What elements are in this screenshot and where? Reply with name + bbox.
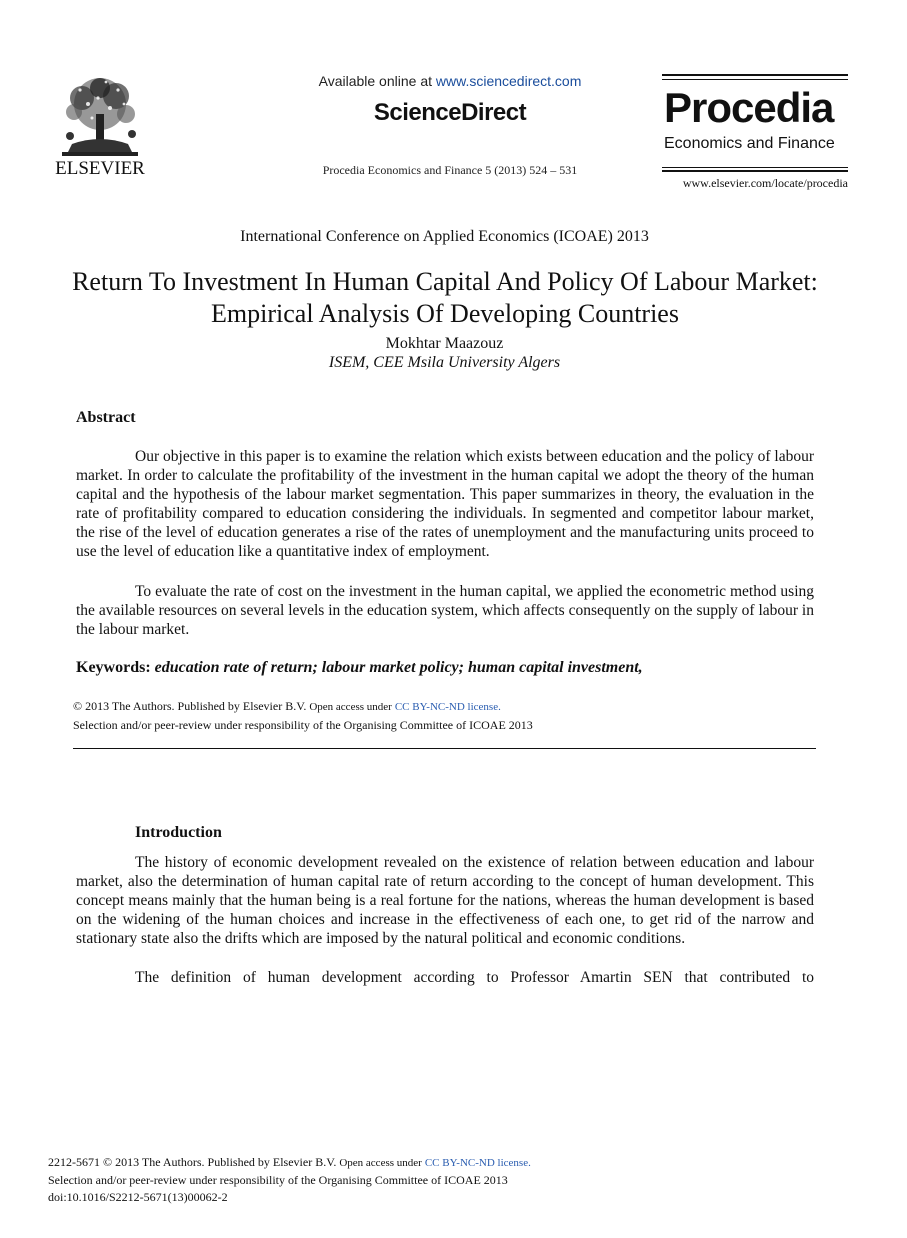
brand-rule [662, 79, 848, 80]
conference-name: International Conference on Applied Economics (ICOAE) 2013 [240, 228, 649, 245]
available-online-prefix: Available online at [318, 73, 432, 89]
abstract-paragraph: Our objective in this paper is to examine the relation which exists between education and the policy of labour market. In order to calculate the profitability of the investment in the human capital we adopt the theory of the human capital and the hypothesis of the labour market segmentation. This paper summarizes in theory, the evaluation in the rate of profitability compared to education considering the individuals. In segmented and competitor labour market, the rise of the level of education generates a rise of the rates of unemployment and the manufacturing units proceed to use the level of education like a quantitative index of employment. [76, 448, 814, 560]
footer-issn-line [48, 1154, 868, 1172]
footer-doi[interactable]: doi:10.1016/S2212-5671(13)00062-2 [48, 1190, 228, 1204]
copyright-notice [73, 697, 813, 734]
page-footer [48, 1154, 868, 1206]
paper-title: Return To Investment In Human Capital And Policy Of Labour Market: Empirical Analysis Of Developing Countries [72, 267, 818, 328]
footer-license-link[interactable]: CC BY-NC-ND license. [424, 1157, 531, 1169]
sciencedirect-link[interactable]: www.sciencedirect.com [435, 73, 582, 89]
introduction-heading: Introduction [135, 824, 222, 841]
license-link[interactable]: CC BY-NC-ND license. [394, 701, 501, 713]
journal-brand-title: Procedia [664, 84, 834, 131]
brand-rule [662, 74, 848, 76]
footer-review-line: Selection and/or peer-review under responsibility of the Organising Committee of ICOAE 2013 [48, 1173, 508, 1187]
keywords-label: Keywords: [76, 659, 151, 676]
author-name: Mokhtar Maazouz [385, 335, 504, 352]
peer-review-line: Selection and/or peer-review under responsibility of the Organising Committee of ICOAE 2013 [73, 718, 533, 732]
footer-issn-text: 2212-5671 © 2013 The Authors. Published by Elsevier B.V. [48, 1155, 337, 1169]
introduction-paragraph: The history of economic development revealed on the existence of relation between education and labour market, also the determination of human capital rate of return according to the concept of human development. This concept means mainly that the human being is a real fortune for the nations, whereas the human development is based on the widening of the human choices and increase in the effectiveness of each one, to get rid of the narrow and stationary state also the drifts which are imposed by the natural political and economic conditions. [76, 854, 814, 947]
copyright-text: © 2013 The Authors. Published by Elsevier B.V. [73, 699, 307, 713]
section-divider [73, 748, 816, 749]
author-affiliation: ISEM, CEE Msila University Algers [328, 354, 561, 371]
journal-url-link[interactable]: www.elsevier.com/locate/procedia [682, 176, 848, 190]
open-access-text: Open access under [309, 701, 392, 713]
publisher-wordmark: ELSEVIER [55, 158, 145, 179]
journal-brand [662, 74, 848, 192]
available-online-line [200, 73, 700, 89]
journal-reference: Procedia Economics and Finance 5 (2013) 524 – 531 [322, 163, 578, 177]
elsevier-tree-icon [52, 74, 148, 158]
brand-rule [662, 167, 848, 168]
keywords-list: education rate of return; labour market policy; human capital investment, [154, 659, 643, 676]
brand-rule [662, 170, 848, 172]
abstract-heading: Abstract [76, 409, 136, 426]
platform-name: ScienceDirect [373, 99, 527, 126]
elsevier-logo [52, 74, 148, 178]
introduction-paragraph: The definition of human development according to Professor Amartin SEN that contributed to [135, 969, 814, 986]
journal-brand-subtitle: Economics and Finance [664, 135, 835, 152]
abstract-paragraph: To evaluate the rate of cost on the investment in the human capital, we applied the econometric method using the available resources on several levels in the education system, which affects consequently on the supply of labour in the labour market. [76, 583, 814, 638]
keywords-line [76, 659, 814, 677]
footer-open-access-text: Open access under [339, 1157, 422, 1169]
copyright-line [73, 697, 813, 716]
